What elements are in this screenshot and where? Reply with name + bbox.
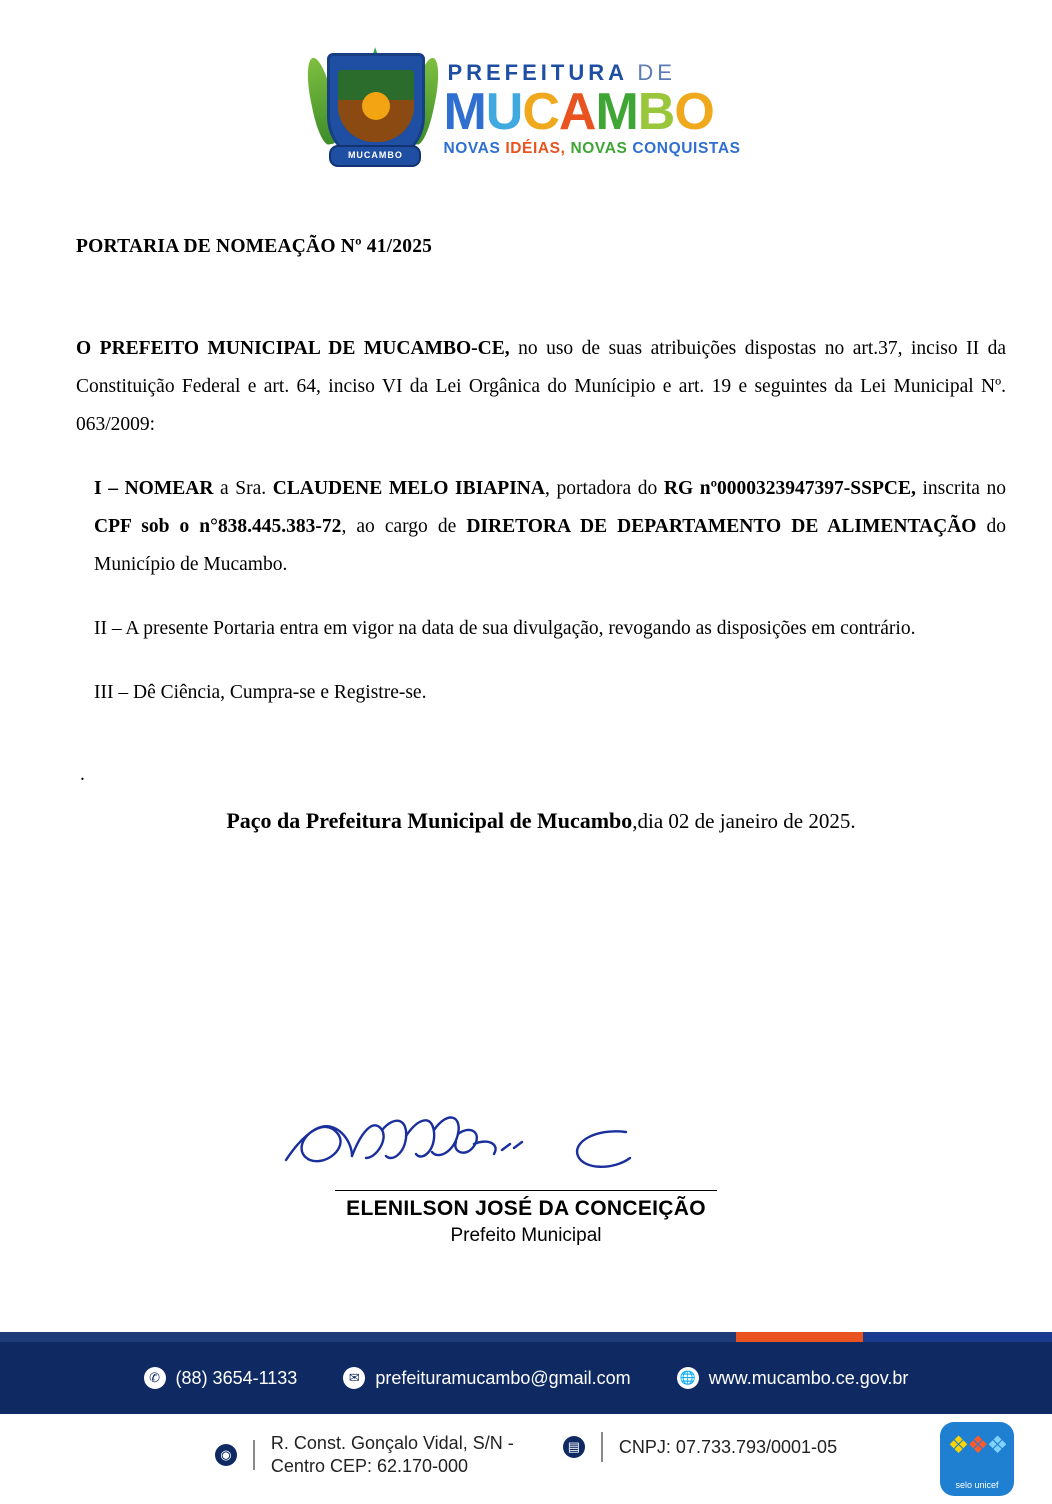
paragraph-item-i [76,470,1006,584]
item-i-t4: , ao cargo de [341,516,467,538]
footer-phone [144,1367,298,1389]
coat-of-arms-icon [311,47,435,171]
document-body [76,228,1006,869]
footer-cnpj [563,1432,837,1462]
appointee-cpf: CPF sob o n°838.445.383-72 [94,516,342,538]
unicef-figures-icon: ❖❖❖ [947,1432,1007,1459]
footer-cnpj-text: CNPJ: 07.733.793/0001-05 [618,1436,838,1457]
signature-block [0,1100,1052,1247]
appointee-rg: RG nº0000323947397-SSPCE, [663,478,916,500]
slogan-word-1: NOVAS [443,140,501,157]
date-text: ,dia 02 de janeiro de 2025. [632,809,856,834]
crest-city-label: MUCAMBO [329,145,421,167]
document-header [0,44,1052,174]
globe-icon: 🌐 [677,1367,699,1389]
wordmark-main: MUCAMBO [443,83,714,141]
footer-contact-band [0,1342,1052,1414]
place-text: Paço da Prefeitura Municipal de Mucambo [226,808,633,834]
preamble-bold: O PREFEITO MUNICIPAL DE MUCAMBO-CE, [76,338,510,360]
footer-address-text: R. Const. Gonçalo Vidal, S/N - Centro CEP: 62.170-000 [270,1433,514,1476]
wordmark-slogan [443,140,740,158]
footer-phone-text: (88) 3654-1133 [175,1367,298,1388]
footer-email [343,1367,630,1389]
paragraph-item-ii [76,610,1006,648]
document-footer [0,1332,1052,1504]
stray-mark: . [80,764,85,786]
signature-line [335,1190,717,1191]
slogan-word-4: CONQUISTAS [632,140,741,157]
unicef-seal-label: selo unicef [955,1480,999,1490]
item-iii-text: III – Dê Ciência, Cumpra-se e Registre-se. [94,682,427,704]
envelope-icon: ✉ [343,1367,365,1389]
footer-divider-1 [253,1440,255,1470]
crest-field [338,70,414,142]
paragraph-place-date [76,800,1006,843]
footer-email-text: prefeituramucambo@gmail.com [375,1367,631,1388]
item-i-t3: inscrita no [915,478,1007,500]
item-i-t1: a Sra. [213,478,273,500]
appointee-name: CLAUDENE MELO IBIAPINA [272,478,545,500]
footer-color-stripe [0,1332,1052,1342]
footer-website[interactable] [677,1367,909,1389]
wordmark-de: DE [637,60,676,85]
unicef-seal [940,1422,1018,1500]
paragraph-preamble [76,330,1006,444]
slogan-word-2: IDÉIAS, [505,140,566,157]
preamble-rest: no uso de suas atribuições dispostas no art.37, inciso II da Constituição Federal e art. 64, inciso VI da Lei Orgânica do Munícipio e art. 19 e seguintes da Lei Municipal Nº. 063/2009: [76,338,1006,436]
footer-website-text: www.mucambo.ce.gov.br [708,1367,909,1388]
item-i-t2: , portadora do [544,478,664,500]
map-pin-icon: ◉ [215,1444,237,1466]
wordmark [443,60,740,158]
handwritten-signature [266,1100,786,1190]
wordmark-prefeitura: PREFEITURA [447,60,628,85]
page-title: PORTARIA DE NOMEAÇÃO Nº 41/2025 [76,236,433,257]
footer-address [215,1432,521,1477]
appointee-position: DIRETORA DE DEPARTAMENTO DE ALIMENTAÇÃO [466,516,977,538]
paragraph-item-iii [76,674,1006,712]
document-icon: ▤ [563,1436,585,1458]
item-i-label: I – NOMEAR [94,478,214,500]
footer-address-band [0,1414,1052,1504]
slogan-word-3: NOVAS [570,140,628,157]
phone-icon: ✆ [144,1367,166,1389]
item-ii-text: II – A presente Portaria entra em vigor na data de sua divulgação, revogando as disposições em contrário. [94,618,916,640]
item-i-t5: do Município de Mucambo. [94,516,1007,576]
signer-name: ELENILSON JOSÉ DA CONCEIÇÃO [346,1197,706,1220]
footer-divider-2 [601,1432,603,1462]
prefeitura-logo [311,47,740,171]
signer-role: Prefeito Municipal [450,1225,602,1246]
unicef-badge [940,1422,1014,1496]
